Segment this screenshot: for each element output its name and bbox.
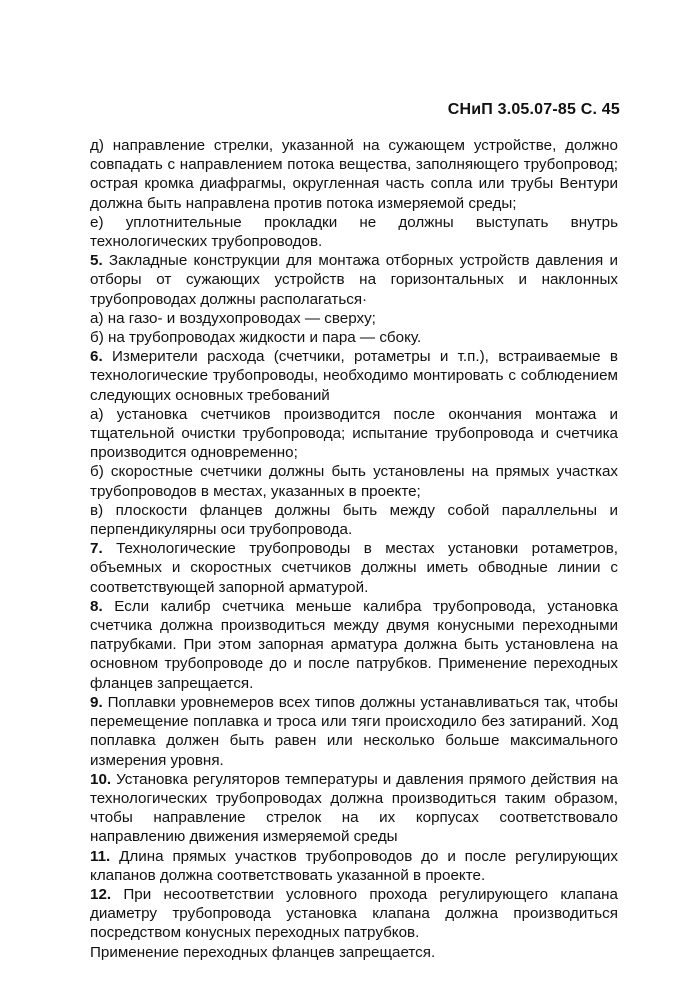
paragraph-text: Применение переходных фланцев запрещается. bbox=[90, 943, 436, 961]
paragraph-11 bbox=[90, 847, 618, 885]
paragraph-number: 7. bbox=[90, 540, 103, 558]
paragraph-text: Закладные конструкции для монтажа отборных устройств давления и отборы от сужающих устройств на горизонтальных и наклонных трубопроводах должны располагаться· bbox=[90, 252, 618, 308]
paragraph-number: 6. bbox=[90, 348, 103, 366]
paragraph-6a bbox=[90, 405, 618, 463]
paragraph-12 bbox=[90, 885, 618, 943]
paragraph-text: Установка регуляторов температуры и давления прямого действия на технологических трубопроводах должна производиться таким образом, чтобы направление стрелок на их корпусах соответствовало направлению движения измеряемой среды bbox=[90, 770, 618, 846]
paragraph-text: Длина прямых участков трубопроводов до и после регулирующих клапанов должна соответствовать указанной в проекте. bbox=[90, 847, 618, 884]
paragraph-6c bbox=[90, 501, 618, 539]
paragraph-number: 11. bbox=[90, 847, 111, 865]
paragraph-text: Измерители расхода (счетчики, ротаметры и т.п.), встраиваемые в технологические трубопроводы, необходимо монтировать с соблюдением следующих основных требований bbox=[90, 348, 618, 404]
paragraph-text: а) установка счетчиков производится после окончания монтажа и тщательной очистки трубопровода; испытание трубопровода и счетчика производится одновременно; bbox=[90, 405, 618, 462]
paragraph-5a bbox=[90, 309, 618, 328]
paragraph-6 bbox=[90, 347, 618, 405]
paragraph-number: 9. bbox=[90, 693, 103, 711]
paragraph-text: д) направление стрелки, указанной на сужающем устройстве, должно совпадать с направлением потока вещества, заполняющего трубопровод; острая кромка диафрагмы, округленная часть сопла или трубы Вентури должна быть направлена против потока измеряемой среды; bbox=[90, 137, 618, 212]
paragraph-text: в) плоскости фланцев должны быть между собой параллельны и перпендикулярны оси трубопровода. bbox=[90, 501, 618, 539]
paragraph-text: а) на газо- и воздухопроводах — сверху; bbox=[90, 309, 376, 327]
paragraph-number: 10. bbox=[90, 770, 112, 788]
paragraph-9 bbox=[90, 693, 618, 770]
document-body bbox=[90, 136, 618, 962]
page-header: СНиП 3.05.07-85 С. 45 bbox=[447, 101, 620, 118]
paragraph-8 bbox=[90, 597, 618, 693]
paragraph-7 bbox=[90, 539, 618, 597]
paragraph-text: е) уплотнительные прокладки не должны выступать внутрь технологических трубопроводов. bbox=[90, 213, 618, 251]
paragraph-5b bbox=[90, 328, 618, 347]
paragraph-text: Поплавки уровнемеров всех типов должны устанавливаться так, чтобы перемещение поплавка и троса или тяги происходило без затираний. Ход поплавка должен быть равен или несколько больше максимального измерения уровня. bbox=[90, 693, 618, 769]
paragraph-5 bbox=[90, 251, 618, 309]
paragraph-text: При несоответствии условного прохода регулирующего клапана диаметру трубопровода установка клапана должна производиться посредством конусных переходных патрубков. bbox=[90, 885, 618, 942]
paragraph-number: 5. bbox=[90, 252, 103, 270]
paragraph-text: б) на трубопроводах жидкости и пара — сбоку. bbox=[90, 329, 422, 347]
paragraph-number: 12. bbox=[90, 885, 112, 903]
paragraph-text: Технологические трубопроводы в местах установки ротаметров, объемных и скоростных счетчиков должны иметь обводные линии с соответствующей запорной арматурой. bbox=[90, 540, 618, 596]
paragraph-text: б) скоростные счетчики должны быть установлены на прямых участках трубопроводов в местах, указанных в проекте; bbox=[90, 463, 618, 500]
paragraph-d bbox=[90, 136, 618, 213]
paragraph-number: 8. bbox=[90, 597, 103, 615]
paragraph-6b bbox=[90, 462, 618, 500]
paragraph-10 bbox=[90, 770, 618, 847]
paragraph-e bbox=[90, 213, 618, 251]
paragraph-final bbox=[90, 943, 618, 962]
paragraph-text: Если калибр счетчика меньше калибра трубопровода, установка счетчика должна производиться между двумя конусными переходными патрубками. При этом запорная арматура должна быть установлена на основном трубопроводе до и после патрубков. Применение переходных фланцев запрещается. bbox=[90, 597, 618, 692]
